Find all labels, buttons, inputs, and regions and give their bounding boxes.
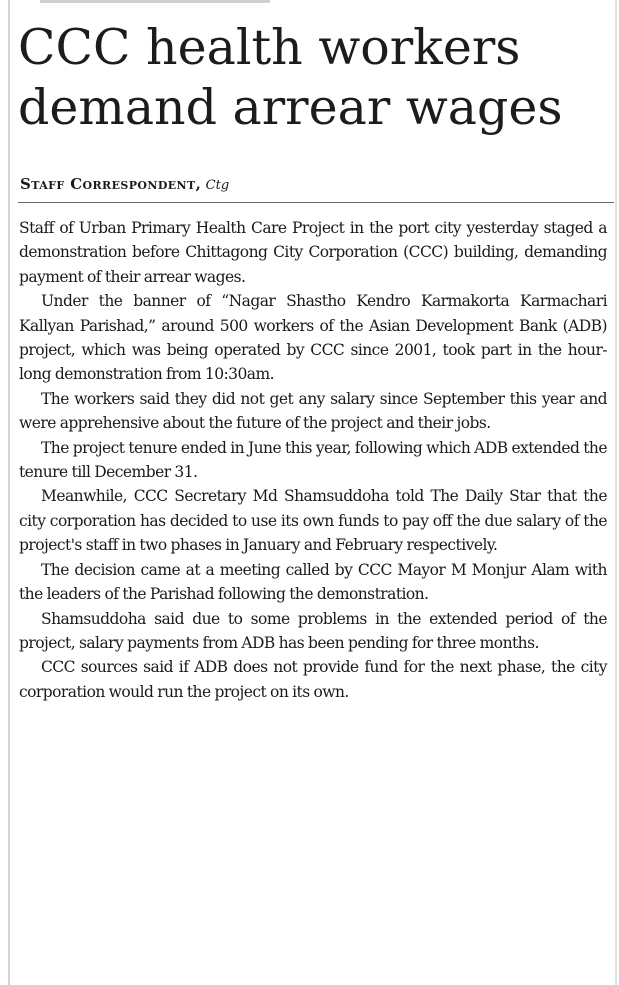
headline [18, 18, 613, 138]
byline-divider [18, 202, 614, 203]
paragraph: The decision came at a meeting called by CCC Mayor M Monjur Alam with the leaders of the Parishad following the demonstration. [19, 560, 607, 604]
paragraph: Under the banner of “Nagar Shastho Kendro Karmakorta Karmachari Kallyan Parishad,” around 500 workers of the Asian Development Bank (ADB) project, which was being operated by CCC since 2001, took part in the hour-long demonstration from 10:30am. [19, 292, 607, 384]
left-column-rule [8, 0, 10, 985]
right-column-rule [615, 0, 617, 985]
paragraph: The workers said they did not get any salary since September this year and were apprehensive about the future of the project and their jobs. [19, 389, 607, 433]
paragraph: Staff of Urban Primary Health Care Project in the port city yesterday staged a demonstration before Chittagong City Corporation (CCC) building, demanding payment of their arrear wages. [19, 219, 607, 286]
byline [20, 174, 229, 196]
paragraph: Shamsuddoha said due to some problems in the extended period of the project, salary payments from ADB has been pending for three months. [19, 609, 607, 652]
headline-line-1: CCC health workers [18, 19, 521, 76]
byline-place: Ctg [205, 178, 230, 193]
article-body [19, 216, 607, 704]
top-rule [40, 0, 270, 3]
headline-line-2: demand arrear wages [18, 79, 563, 136]
paragraph: Meanwhile, CCC Secretary Md Shamsuddoha told The Daily Star that the city corporation has decided to use its own funds to pay off the due salary of the project's staff in two phases in January and February respectively. [19, 487, 607, 555]
paragraph: The project tenure ended in June this year, following which ADB extended the tenure till December 31. [19, 438, 607, 482]
byline-author: Staff Correspondent, [20, 175, 202, 193]
paragraph: CCC sources said if ADB does not provide fund for the next phase, the city corporation would run the project on its own. [19, 658, 607, 701]
